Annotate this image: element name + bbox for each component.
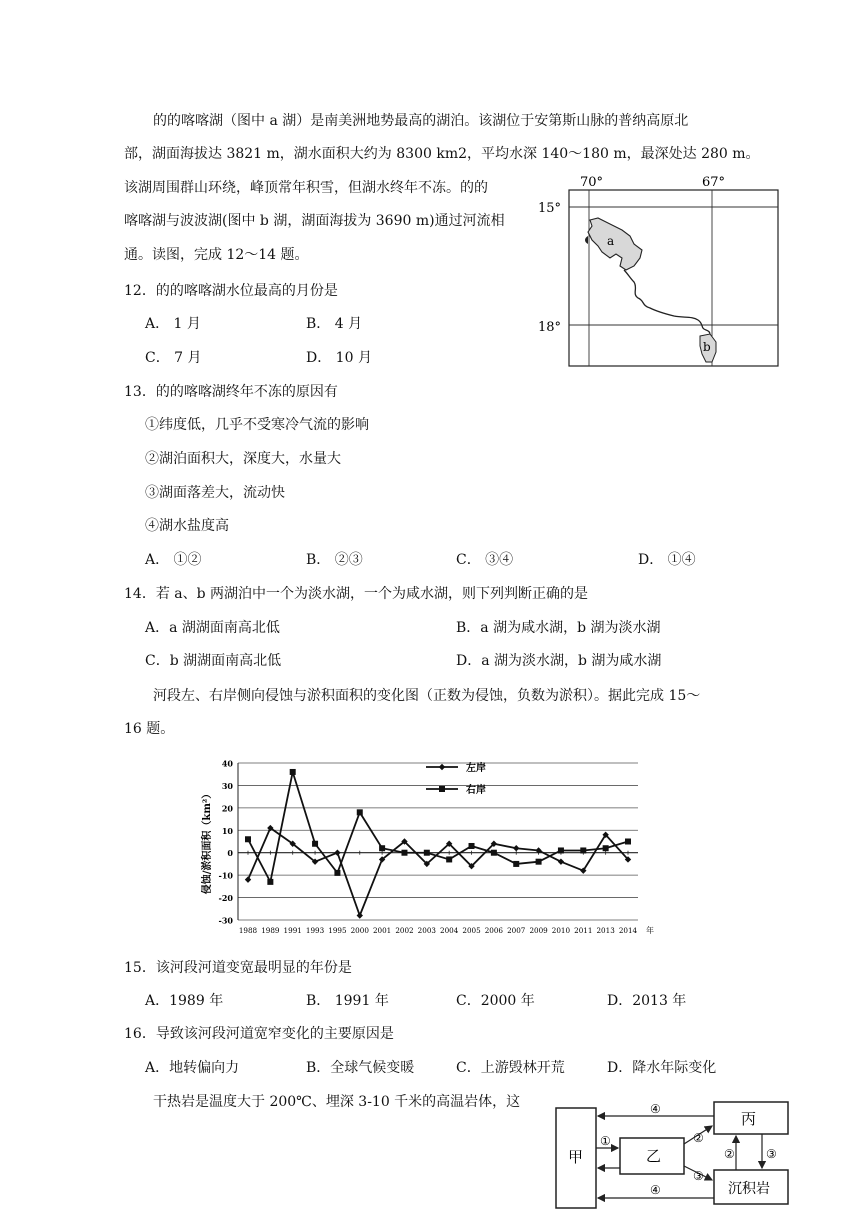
rock-cycle-diagram xyxy=(548,1096,798,1212)
data-point-square xyxy=(379,845,385,851)
y-tick-label: 0 xyxy=(227,848,233,859)
y-tick-label: 40 xyxy=(221,758,233,769)
q13-statement-2: ②湖泊面积大，深度大，水量大 xyxy=(145,451,341,467)
label-bing: 丙 xyxy=(741,1110,757,1128)
q12-option-b[interactable]: B． 4 月 xyxy=(306,316,363,332)
data-point-square xyxy=(469,843,475,849)
q15-option-b[interactable]: B． 1991 年 xyxy=(306,993,389,1009)
data-point-diamond xyxy=(513,845,519,851)
x-tick-label: 2007 xyxy=(507,926,526,935)
q12-option-c[interactable]: C． 7 月 xyxy=(145,350,202,366)
data-point-square xyxy=(491,850,497,856)
q16-option-a[interactable]: A．地转偏向力 xyxy=(145,1060,240,1076)
lake-b-label: b xyxy=(703,340,711,354)
label-arrow-4-top: ④ xyxy=(650,1102,661,1116)
q15-option-d[interactable]: D．2013 年 xyxy=(607,993,687,1009)
x-tick-label: 2010 xyxy=(551,926,571,935)
data-point-square xyxy=(558,847,564,853)
x-tick-label: 2002 xyxy=(395,926,414,935)
lake-a-inlet xyxy=(585,236,588,244)
data-point-square xyxy=(245,836,251,842)
data-point-diamond xyxy=(245,876,251,882)
x-tick-label: 2009 xyxy=(529,926,548,935)
q16-option-d[interactable]: D．降水年际变化 xyxy=(607,1060,717,1076)
y-tick-label: -20 xyxy=(218,893,233,904)
label-arrow-2-vertical: ② xyxy=(724,1147,735,1161)
legend-label: 右岸 xyxy=(466,785,486,796)
x-tick-label: 1989 xyxy=(261,926,280,935)
lake-a-shape xyxy=(588,218,642,270)
river-line xyxy=(624,270,710,340)
data-point-square xyxy=(290,769,296,775)
label-arrow-3-vertical: ③ xyxy=(766,1147,777,1161)
data-point-square xyxy=(603,845,609,851)
x-tick-label: 2011 xyxy=(574,926,593,935)
lake-map xyxy=(530,170,780,370)
intro3-line-1: 干热岩是温度大于 200℃、埋深 3-10 千米的高温岩体，这 xyxy=(153,1094,521,1110)
data-point-square xyxy=(536,859,542,865)
q13-option-b[interactable]: B． ②③ xyxy=(306,552,363,568)
q13-option-c[interactable]: C． ③④ xyxy=(456,552,514,568)
q16-option-b[interactable]: B．全球气候变暖 xyxy=(306,1060,415,1076)
label-arrow-2: ② xyxy=(693,1131,704,1145)
map-frame xyxy=(569,190,778,366)
q13-option-d[interactable]: D． ①④ xyxy=(638,552,696,568)
q14-stem: 14．若 a、b 两湖泊中一个为淡水湖，一个为咸水湖，则下列判断正确的是 xyxy=(124,586,589,602)
legend-marker-square xyxy=(439,786,445,792)
lon-label-67: 67° xyxy=(702,175,726,190)
y-tick-label: -30 xyxy=(218,915,233,926)
intro-line-5: 通。读图，完成 12～14 题。 xyxy=(124,247,309,263)
y-tick-label: 30 xyxy=(221,780,233,791)
label-arrow-4-bottom: ④ xyxy=(650,1183,661,1197)
data-point-square xyxy=(401,850,407,856)
data-point-square xyxy=(312,841,318,847)
erosion-chart xyxy=(196,755,666,940)
y-tick-label: 10 xyxy=(221,825,233,836)
q14-option-d[interactable]: D．a 湖为淡水湖，b 湖为咸水湖 xyxy=(456,653,662,669)
legend-marker-diamond xyxy=(439,764,445,770)
legend-label: 左岸 xyxy=(466,763,486,774)
q16-stem: 16．导致该河段河道宽窄变化的主要原因是 xyxy=(124,1026,394,1042)
intro-line-4: 喀喀湖与波波湖(图中 b 湖，湖面海拔为 3690 m)通过河流相 xyxy=(124,213,505,229)
q13-statement-1: ①纬度低，几乎不受寒冷气流的影响 xyxy=(145,417,369,433)
y-axis-label: 侵蚀/淤积面积（km²） xyxy=(202,788,213,895)
data-point-square xyxy=(446,856,452,862)
q13-statement-4: ④湖水盐度高 xyxy=(145,518,229,534)
q13-stem: 13．的的喀喀湖终年不冻的原因有 xyxy=(124,384,338,400)
label-arrow-1: ① xyxy=(600,1134,611,1148)
q15-option-c[interactable]: C．2000 年 xyxy=(456,993,535,1009)
x-tick-label: 2014 xyxy=(618,926,638,935)
x-tick-label: 2000 xyxy=(350,926,369,935)
lat-label-18: 18° xyxy=(538,320,562,335)
q13-statement-3: ③湖面落差大，流动快 xyxy=(145,485,285,501)
x-tick-label: 2013 xyxy=(596,926,615,935)
q15-stem: 15．该河段河道变宽最明显的年份是 xyxy=(124,960,352,976)
data-point-diamond xyxy=(334,850,340,856)
data-point-square xyxy=(580,847,586,853)
q14-option-a[interactable]: A．a 湖湖面南高北低 xyxy=(145,620,280,636)
data-point-square xyxy=(357,809,363,815)
data-point-square xyxy=(513,861,519,867)
data-point-diamond xyxy=(558,858,564,864)
intro-line-1: 的的喀喀湖（图中 a 湖）是南美洲地势最高的湖泊。该湖位于安第斯山脉的普纳高原北 xyxy=(153,113,689,129)
q15-option-a[interactable]: A．1989 年 xyxy=(145,993,224,1009)
label-jia: 甲 xyxy=(568,1148,584,1166)
label-yi: 乙 xyxy=(646,1147,662,1165)
intro-line-2: 部，湖面海拔达 3821 m，湖水面积大约为 8300 km2，平均水深 140～180 m，最深处达 280 m。 xyxy=(124,146,760,162)
x-tick-label: 2001 xyxy=(372,926,392,935)
q12-option-a[interactable]: A． 1 月 xyxy=(145,316,201,332)
x-tick-label: 2003 xyxy=(417,926,436,935)
x-axis-unit: 年 xyxy=(646,926,654,935)
data-point-square xyxy=(334,870,340,876)
lon-label-70: 70° xyxy=(580,175,604,190)
intro2-line-2: 16 题。 xyxy=(124,721,175,737)
q12-option-d[interactable]: D． 10 月 xyxy=(306,350,372,366)
x-tick-label: 1988 xyxy=(238,926,258,935)
data-point-square xyxy=(625,839,631,845)
intro-line-3: 该湖周围群山环绕，峰顶常年积雪，但湖水终年不冻。的的 xyxy=(124,180,488,196)
x-tick-label: 1991 xyxy=(283,926,302,935)
label-sedimentary: 沉积岩 xyxy=(728,1181,770,1197)
x-tick-label: 2004 xyxy=(440,926,459,935)
x-tick-label: 1995 xyxy=(328,926,347,935)
series-line-left-bank xyxy=(248,828,628,915)
lake-a-label: a xyxy=(607,234,615,248)
x-tick-label: 1993 xyxy=(305,926,325,935)
q14-option-c[interactable]: C．b 湖湖面南高北低 xyxy=(145,653,282,669)
q12-stem: 12．的的喀喀湖水位最高的月份是 xyxy=(124,283,338,299)
lat-label-15: 15° xyxy=(538,201,562,216)
data-point-square xyxy=(424,850,430,856)
x-tick-label: 2006 xyxy=(484,926,504,935)
q16-option-c[interactable]: C．上游毁林开荒 xyxy=(456,1060,565,1076)
y-tick-label: -10 xyxy=(218,870,233,881)
data-point-diamond xyxy=(357,912,363,918)
label-arrow-3: ③ xyxy=(693,1169,704,1183)
intro2-line-1: 河段左、右岸侧向侵蚀与淤积面积的变化图（正数为侵蚀，负数为淤积）。据此完成 15～ xyxy=(153,688,701,704)
q13-option-a[interactable]: A． ①② xyxy=(145,552,202,568)
x-tick-label: 2005 xyxy=(462,926,481,935)
data-point-square xyxy=(267,879,273,885)
y-tick-label: 20 xyxy=(221,803,233,814)
q14-option-b[interactable]: B．a 湖为咸水湖，b 湖为淡水湖 xyxy=(456,620,661,636)
